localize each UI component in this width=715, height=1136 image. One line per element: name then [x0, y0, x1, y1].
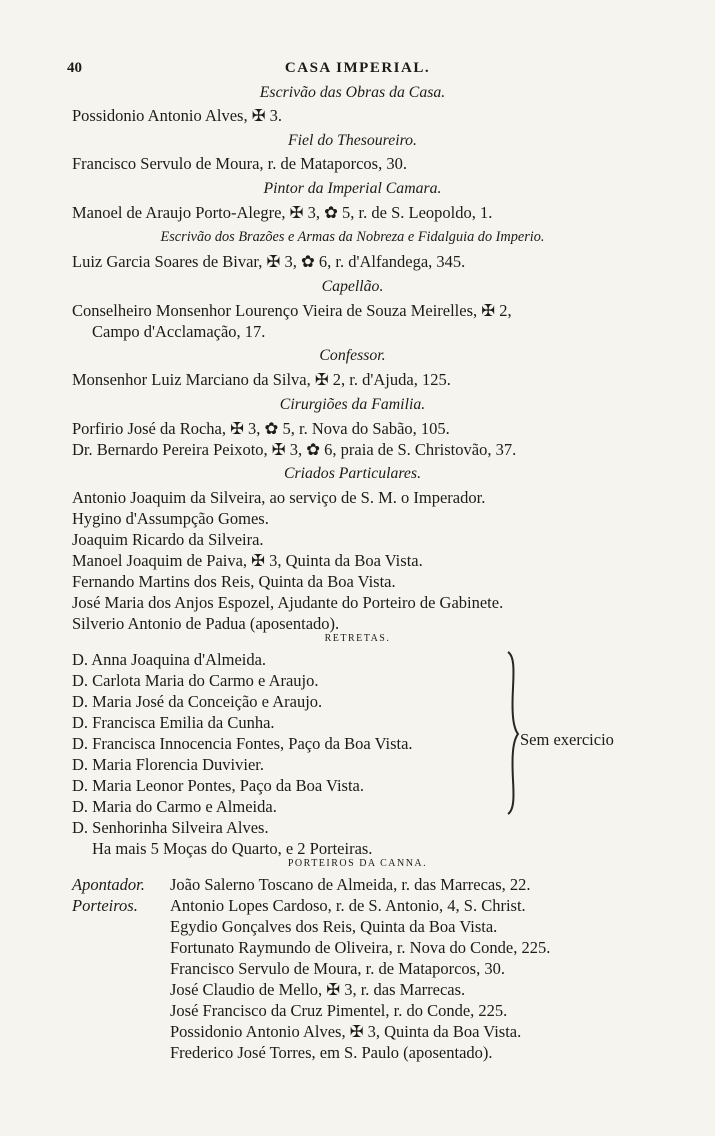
entry-line: Campo d'Acclamação, 17. [92, 322, 266, 341]
list-item: João Salerno Toscano de Almeida, r. das Marrecas, 22. [170, 875, 531, 894]
list-item: Fernando Martins dos Reis, Quinta da Boa Vista. [72, 572, 396, 591]
entry-line: Conselheiro Monsenhor Lourenço Vieira de Souza Meirelles, ✠ 2, [72, 301, 512, 320]
list-item: D. Maria Leonor Pontes, Paço da Boa Vista. [72, 776, 364, 795]
page-number: 40 [67, 60, 82, 76]
running-title: CASA IMPERIAL. [284, 60, 431, 76]
entry-line: Possidonio Antonio Alves, ✠ 3. [72, 106, 283, 125]
section-heading: RETRETAS. [324, 633, 391, 644]
list-item: José Claudio de Mello, ✠ 3, r. das Marrecas. [170, 980, 466, 999]
list-item: Possidonio Antonio Alves, ✠ 3, Quinta da Boa Vista. [170, 1022, 522, 1041]
entry-line: Luiz Garcia Soares de Bivar, ✠ 3, ✿ 6, r. d'Alfandega, 345. [72, 252, 466, 271]
list-item: Antonio Lopes Cardoso, r. de S. Antonio, 4, S. Christ. [170, 896, 526, 915]
section-heading: Escrivão dos Brazões e Armas da Nobreza e Fidalguia do Imperio. [160, 229, 545, 245]
section-heading: Cirurgiões da Familia. [279, 396, 426, 413]
list-item: Francisco Servulo de Moura, r. de Mataporcos, 30. [170, 959, 505, 978]
list-item: D. Maria do Carmo e Almeida. [72, 797, 277, 816]
list-item: José Maria dos Anjos Espozel, Ajudante do Porteiro de Gabinete. [72, 593, 504, 612]
porteiros-label: Porteiros. [72, 896, 138, 915]
section-heading: Capellão. [321, 278, 384, 295]
list-item: D. Maria Florencia Duvivier. [72, 755, 264, 774]
list-item: Egydio Gonçalves dos Reis, Quinta da Boa Vista. [170, 917, 498, 936]
list-item: Frederico José Torres, em S. Paulo (aposentado). [170, 1043, 493, 1062]
list-item: Hygino d'Assumpção Gomes. [72, 509, 269, 528]
entry-line: Francisco Servulo de Moura, r. de Mataporcos, 30. [72, 154, 407, 173]
section-heading: Pintor da Imperial Camara. [263, 180, 442, 197]
list-item: D. Francisca Emilia da Cunha. [72, 713, 275, 732]
list-item: D. Maria José da Conceição e Araujo. [72, 692, 323, 711]
section-heading: Fiel do Thesoureiro. [288, 132, 417, 149]
entry-line: Ha mais 5 Moças do Quarto, e 2 Porteiras. [92, 839, 373, 858]
section-heading: Escrivão das Obras da Casa. [259, 84, 446, 101]
entry-line: Manoel de Araujo Porto-Alegre, ✠ 3, ✿ 5, r. de S. Leopoldo, 1. [72, 203, 493, 222]
section-heading: PORTEIROS DA CANNA. [287, 858, 428, 869]
section-heading: Confessor. [319, 347, 386, 364]
entry-line: Porfirio José da Rocha, ✠ 3, ✿ 5, r. Nova do Sabão, 105. [72, 419, 450, 438]
list-item: Fortunato Raymundo de Oliveira, r. Nova do Conde, 225. [170, 938, 551, 957]
list-item: Joaquim Ricardo da Silveira. [72, 530, 264, 549]
list-item: Silverio Antonio de Padua (aposentado). [72, 614, 340, 633]
list-item: D. Carlota Maria do Carmo e Araujo. [72, 671, 319, 690]
entry-line: Dr. Bernardo Pereira Peixoto, ✠ 3, ✿ 6, praia de S. Christovão, 37. [72, 440, 517, 459]
retretas-note: Sem exercicio [520, 730, 614, 749]
list-item: D. Anna Joaquina d'Almeida. [72, 650, 267, 669]
list-item: José Francisco da Cruz Pimentel, r. do Conde, 225. [170, 1001, 508, 1020]
apontador-label: Apontador. [72, 875, 145, 894]
list-item: Manoel Joaquim de Paiva, ✠ 3, Quinta da Boa Vista. [72, 551, 423, 570]
list-item: Antonio Joaquim da Silveira, ao serviço de S. M. o Imperador. [72, 488, 486, 507]
section-heading: Criados Particulares. [283, 465, 422, 482]
entry-line: Monsenhor Luiz Marciano da Silva, ✠ 2, r. d'Ajuda, 125. [72, 370, 451, 389]
list-item: D. Senhorinha Silveira Alves. [72, 818, 269, 837]
list-item: D. Francisca Innocencia Fontes, Paço da Boa Vista. [72, 734, 413, 753]
